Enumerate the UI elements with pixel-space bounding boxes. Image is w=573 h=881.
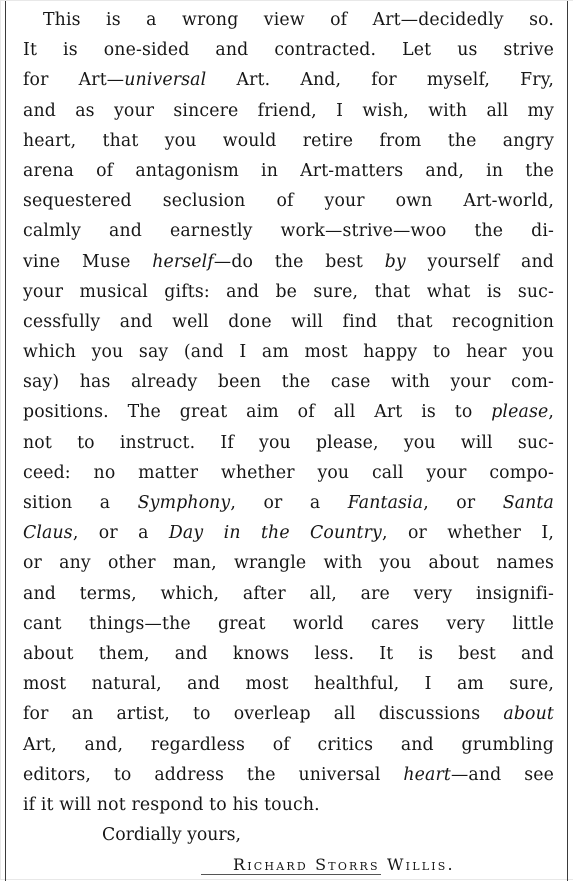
text-line: vine Muse herself—do the best by yourself and [23,251,554,272]
text-line: and terms, which, after all, are very insignifi- [23,583,554,604]
text-line: if it will not respond to his touch. [23,794,320,815]
italic-emphasis: Claus [23,523,73,544]
text-line: cant things—the great world cares very little [23,613,554,634]
italic-emphasis: Santa [502,493,554,513]
text-line: for an artist, to overleap all discussions about [23,704,554,725]
text-line: your musical gifts: and be sure, that what is suc- [23,281,554,302]
italic-emphasis: about [503,704,554,725]
italic-emphasis: Fantasia [347,493,424,513]
text-line: say) has already been the case with your com- [23,372,554,393]
text-line: arena of antagonism in Art-matters and, in the [23,160,554,181]
letter-body [23,5,554,880]
italic-emphasis: by [384,251,406,272]
text-line: sequestered seclusion of your own Art-world, [23,191,554,212]
italic-emphasis: please [491,402,549,423]
italic-emphasis: heart [403,764,451,785]
bottom-rule [201,874,381,877]
text-line: or any other man, wrangle with you about names [23,553,554,574]
text-line: positions. The great aim of all Art is to please, [23,402,554,423]
column-rule-left [5,1,6,881]
text-line: ceed: no matter whether you call your compo- [23,462,554,483]
text-line: sition a Symphony, or a Fantasia, or Santa [23,493,554,513]
text-line: which you say (and I am most happy to hear you [23,342,554,363]
text-line: cessfully and well done will find that recognition [23,311,554,332]
text-line: Claus, or a Day in the Country, or whether I, [23,523,554,544]
text-line: about them, and knows less. It is best and [23,643,554,664]
italic-emphasis: herself [152,251,214,272]
text-line: most natural, and most healthful, I am sure, [23,674,554,695]
italic-emphasis: Day in the Country [168,523,382,544]
column-rule-right [567,1,568,881]
text-line: calmly and earnestly work—strive—woo the di- [23,221,554,242]
letter-signature: Richard Storrs Willis. [233,855,455,875]
text-line: This is a wrong view of Art—decidedly so. [43,10,554,30]
letter-closing: Cordially yours, [102,825,242,846]
italic-emphasis: Symphony [137,493,231,513]
text-line: not to instruct. If you please, you will suc- [23,432,554,453]
text-line: for Art—universal Art. And, for myself, Fry, [23,70,554,91]
text-line: and as your sincere friend, I wish, with all my [23,100,554,121]
text-line: heart, that you would retire from the angry [23,130,554,151]
italic-emphasis: universal [124,70,207,91]
text-line: Art, and, regardless of critics and grumbling [23,734,554,755]
letter-paragraph [23,5,554,820]
text-line: editors, to address the universal heart—and see [23,764,554,785]
text-line: It is one-sided and contracted. Let us strive [23,40,554,61]
